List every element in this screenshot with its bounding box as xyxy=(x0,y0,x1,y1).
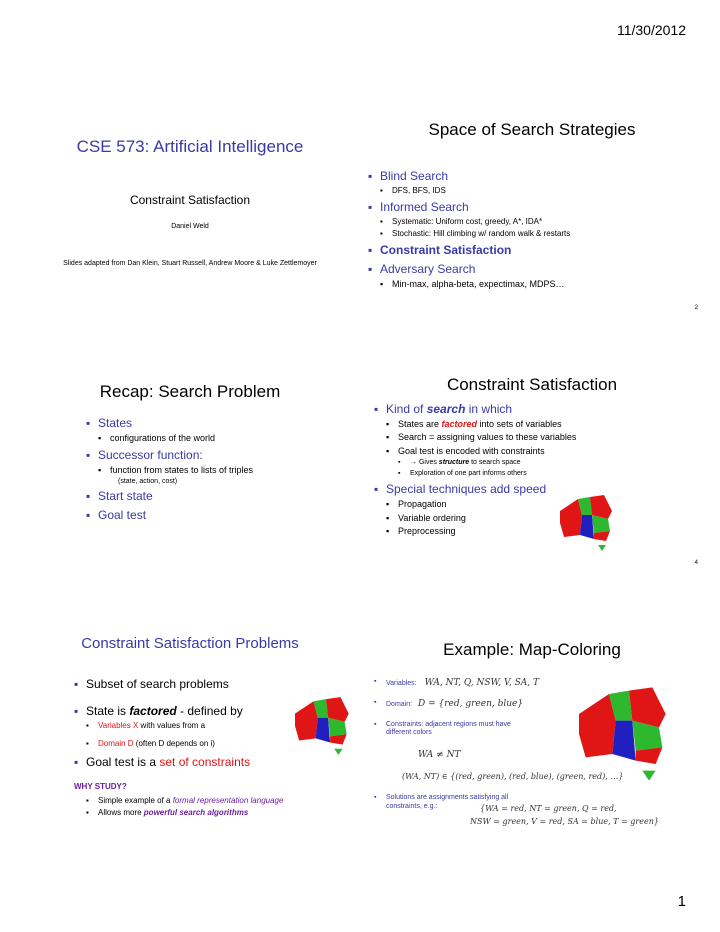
sub-systematic: ▪ Systematic: Uniform cost, greedy, A*, IDA* xyxy=(380,217,698,227)
item-domain: ▪ Domain: D = {red, green, blue} xyxy=(374,699,699,710)
tech-propagation: ▪ Propagation xyxy=(386,499,694,510)
why-study-heading: WHY STUDY? xyxy=(74,782,127,791)
em-search: search xyxy=(426,402,466,416)
slide-1-subtitle: Constraint Satisfaction xyxy=(129,193,251,207)
item-variables: ▪ Variables: WA, NT, Q, NSW, V, SA, T xyxy=(374,678,699,689)
item-goal-constraints: ▪ Goal test is a set of constraints xyxy=(74,755,356,770)
slide-5 xyxy=(20,625,360,825)
item-constraints: ▪ Constraints: adjacent regions must have different colors xyxy=(374,721,526,739)
slide-3 xyxy=(20,372,360,572)
constraint-pairs: (WA, NT) ∈ {(red, green), (red, blue), (green, red), …} xyxy=(402,772,624,781)
sub-dfs: ▪ DFS, BFS, IDS xyxy=(380,186,698,196)
solution-line-2: NSW = green, V = red, SA = blue, T = green} xyxy=(470,817,659,826)
slide-1-author: Daniel Weld xyxy=(171,223,209,230)
sub-structure: ▪ → Gives structure to search space xyxy=(398,459,694,468)
slide-1 xyxy=(20,125,360,325)
sub-minmax: ▪ Min-max, alpha-beta, expectimax, MDPS… xyxy=(380,279,698,290)
why-formal-language: ▪ Simple example of a formal representation language xyxy=(86,796,356,806)
item-constraint-satisfaction: ▪ Constraint Satisfaction xyxy=(368,243,698,258)
sub-variables: ▪ Variables X with values from a xyxy=(86,721,356,731)
tech-variable-ordering: ▪ Variable ordering xyxy=(386,513,694,524)
sub-domain: ▪ Domain D (often D depends on i) xyxy=(86,739,356,749)
why-study-list xyxy=(86,794,356,818)
item-states: ▪ States xyxy=(86,416,356,431)
item-start-state: ▪ Start state xyxy=(86,489,356,504)
sub-exploration: ▪ Exploration of one part informs others xyxy=(398,470,694,479)
item-solutions: ▪ Solutions are assignments satisfying all constraints, e.g.: xyxy=(374,794,524,812)
slide-2-title: Space of Search Strategies xyxy=(428,120,636,139)
australia-map-image xyxy=(570,684,688,784)
item-subset: ▪ Subset of search problems xyxy=(74,677,356,692)
tech-preprocessing: ▪ Preprocessing xyxy=(386,526,694,537)
successor-note: (state, action, cost) xyxy=(118,477,178,485)
page-number: 1 xyxy=(677,893,686,910)
slide-2-list xyxy=(368,165,698,290)
sub-goal-test: ▪ Goal test is encoded with constraints xyxy=(386,446,694,457)
sub-function: ▪ function from states to lists of triples xyxy=(98,465,356,476)
page-date: 11/30/2012 xyxy=(616,22,686,38)
item-goal-test: ▪ Goal test xyxy=(86,508,356,523)
item-successor: ▪ Successor function: xyxy=(86,448,356,463)
sub-states-factored: ▪ States are factored into sets of variables xyxy=(386,419,694,430)
em-factored: factored xyxy=(441,419,478,429)
australia-map-image xyxy=(292,695,360,757)
australia-map-image xyxy=(558,493,622,553)
slide-1-credit: Slides adapted from Dan Klein, Stuart Russell, Andrew Moore & Luke Zettlemoyer xyxy=(63,260,317,267)
constraint-wa-nt: WA ≠ NT xyxy=(418,750,461,760)
item-informed-search: ▪ Informed Search xyxy=(368,200,698,215)
item-kind-of-search: ▪ Kind of search in which xyxy=(374,402,694,417)
slide-4-list xyxy=(374,398,694,537)
solution-line-1: {WA = red, NT = green, Q = red, xyxy=(480,804,617,813)
slide-3-list xyxy=(86,412,356,523)
item-blind-search: ▪ Blind Search xyxy=(368,169,698,184)
slide-4-title: Constraint Satisfaction xyxy=(446,375,618,394)
item-special-techniques: ▪ Special techniques add speed xyxy=(374,482,694,497)
sub-stochastic: ▪ Stochastic: Hill climbing w/ random walk & restarts xyxy=(380,229,698,239)
slide-1-title: CSE 573: Artificial Intelligence xyxy=(76,137,304,156)
item-adversary-search: ▪ Adversary Search xyxy=(368,262,698,277)
slide-4-number: 4 xyxy=(694,560,698,566)
sub-search-assigning: ▪ Search = assigning values to these variables xyxy=(386,432,694,443)
item-state-factored: ▪ State is factored - defined by xyxy=(74,704,356,719)
slide-6 xyxy=(362,628,702,828)
slide-5-title: Constraint Satisfaction Problems xyxy=(81,635,299,652)
slide-6-title: Example: Map-Coloring xyxy=(443,640,621,659)
slide-2-number: 2 xyxy=(694,305,698,311)
slide-4 xyxy=(362,370,702,570)
slide-3-title: Recap: Search Problem xyxy=(99,382,281,401)
why-powerful-search: ▪ Allows more powerful search algorithms xyxy=(86,808,356,818)
sub-configurations: ▪ configurations of the world xyxy=(98,433,356,444)
slide-2 xyxy=(362,115,702,315)
